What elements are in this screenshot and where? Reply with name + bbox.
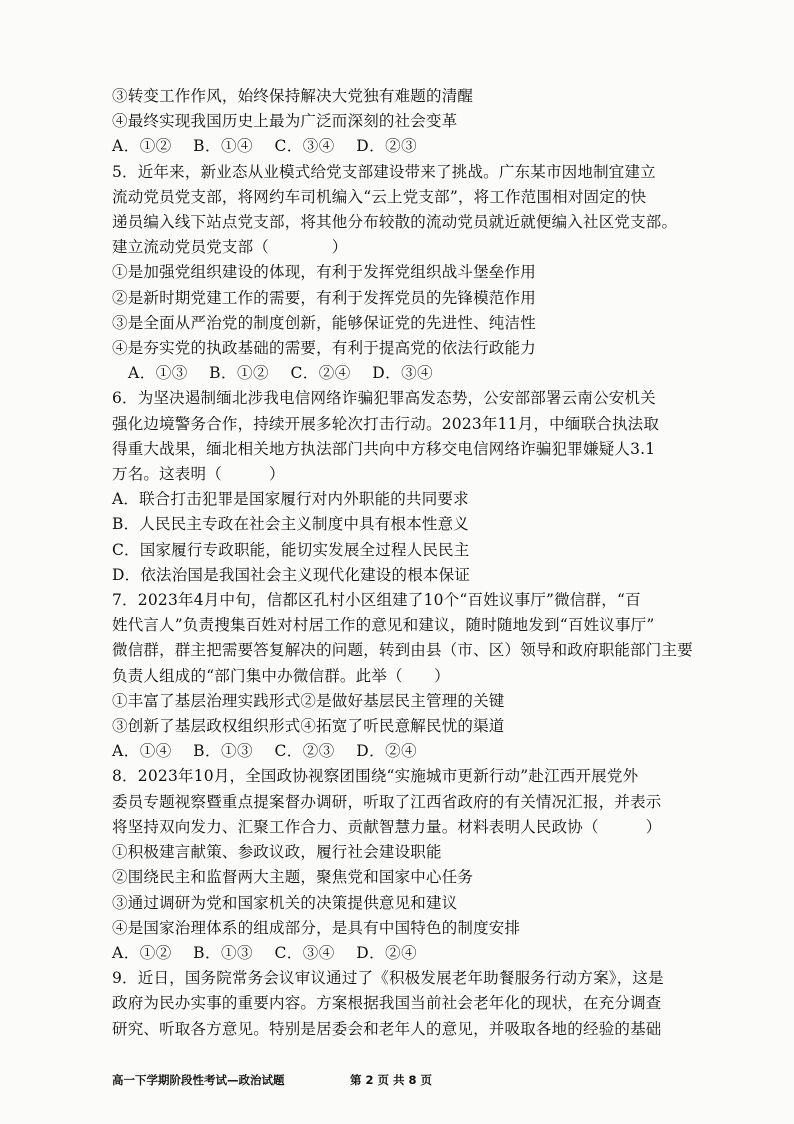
- question-7-stem: 负责人组成的“部门集中办微信群。此举（ ）: [112, 666, 450, 685]
- option-line: ②围绕民主和监督两大主题，聚焦党和国家中心任务: [112, 868, 474, 887]
- question-5-stem: 5．近年来，新业态从业模式给党支部建设带来了挑战。广东某市因地制宜建立: [112, 162, 656, 181]
- question-8-stem: 将坚持双向发力、汇聚工作合力、贡献智慧力量。材料表明人民政协（ ）: [112, 817, 662, 836]
- answer-choices: A．①② B．①④ C．③④ D．②③: [112, 137, 418, 156]
- option-line: ③创新了基层政权组织形式④拓宽了听民意解民忧的渠道: [112, 717, 505, 736]
- option-line: ①丰富了基层治理实践形式②是做好基层民主管理的关键: [112, 691, 505, 710]
- question-7-stem: 姓代言人”负责搜集百姓对村居工作的意见和建议，随时随地发到“百姓议事厅”: [112, 616, 655, 635]
- question-5-stem: 流动党员党支部，将网约车司机编入“云上党支部”，将工作范围相对固定的快: [112, 187, 647, 206]
- question-8-stem: 8．2023年10月，全国政协视察团围绕“实施城市更新行动”赴江西开展党外: [112, 767, 639, 786]
- option-line: C．国家履行专政职能，能切实发展全过程人民民主: [112, 540, 470, 559]
- page-number: 第 2 页 共 8 页: [350, 1073, 433, 1087]
- question-6-stem: 强化边境警务合作，持续开展多轮次打击行动。2023年11月，中缅联合执法取: [112, 414, 660, 433]
- question-7-stem: 微信群，群主把需要答复解决的问题，转到由县（市、区）领导和政府职能部门主要: [112, 641, 693, 660]
- question-8-stem: 委员专题视察暨重点提案督办调研，听取了江西省政府的有关情况汇报，并表示: [112, 792, 662, 811]
- option-line: ④是夯实党的执政基础的需要，有利于提高党的依法行政能力: [112, 339, 536, 358]
- option-line: B．人民民主专政在社会主义制度中具有根本性意义: [112, 515, 469, 534]
- option-line: ②是新时期党建工作的需要，有利于发挥党员的先锋模范作用: [112, 288, 536, 307]
- exam-title: 高一下学期阶段性考试—政治试题: [112, 1073, 285, 1087]
- option-line: D．依法治国是我国社会主义现代化建设的根本保证: [112, 565, 471, 584]
- option-line: ④是国家治理体系的组成部分，是具有中国特色的制度安排: [112, 918, 521, 937]
- option-line: ④最终实现我国历史上最为广泛而深刻的社会变革: [112, 112, 458, 131]
- question-6-stem: 得重大战果，缅北相关地方执法部门共向中方移交电信网络诈骗犯罪嫌疑人3.1: [112, 439, 656, 458]
- question-7-stem: 7．2023年4月中旬，信都区孔村小区组建了10个“百姓议事厅”微信群，“百: [112, 591, 641, 610]
- question-6-stem: 万名。这表明（ ）: [112, 465, 285, 484]
- answer-choices: A．①④ B．①③ C．②③ D．②④: [112, 742, 418, 761]
- option-line: A．联合打击犯罪是国家履行对内外职能的共同要求: [112, 490, 469, 509]
- option-line: ①是加强党组织建设的体现，有利于发挥党组织战斗堡垒作用: [112, 263, 536, 282]
- question-5-stem: 建立流动党员党支部（ ）: [112, 238, 348, 257]
- answer-choices: A．①② B．①③ C．③④ D．②④: [112, 943, 418, 962]
- question-9-stem: 政府为民办实事的重要内容。方案根据我国当前社会老年化的现状，在充分调查: [112, 994, 662, 1013]
- option-line: ③通过调研为党和国家机关的决策提供意见和建议: [112, 893, 458, 912]
- answer-choices: A．①③ B．①② C．②④ D．③④: [112, 364, 434, 383]
- option-line: ①积极建言献策、参政议政，履行社会建设职能: [112, 843, 442, 862]
- question-text-body: [112, 84, 712, 1042]
- question-9-stem: 9．近日，国务院常务会议审议通过了《积极发展老年助餐服务行动方案》，这是: [112, 969, 664, 988]
- question-6-stem: 6．为坚决遏制缅北涉我电信网络诈骗犯罪高发态势，公安部部署云南公安机关: [112, 389, 656, 408]
- option-line: ③转变工作作风，始终保持解决大党独有难题的清醒: [112, 87, 474, 105]
- option-line: ③是全面从严治党的制度创新，能够保证党的先进性、纯洁性: [112, 313, 536, 332]
- question-9-stem: 研究、听取各方意见。特别是居委会和老年人的意见，并吸取各地的经验的基础: [112, 1019, 662, 1038]
- question-5-stem: 递员编入线下站点党支部，将其他分布较散的流动党员就近就便编入社区党支部。: [112, 213, 678, 232]
